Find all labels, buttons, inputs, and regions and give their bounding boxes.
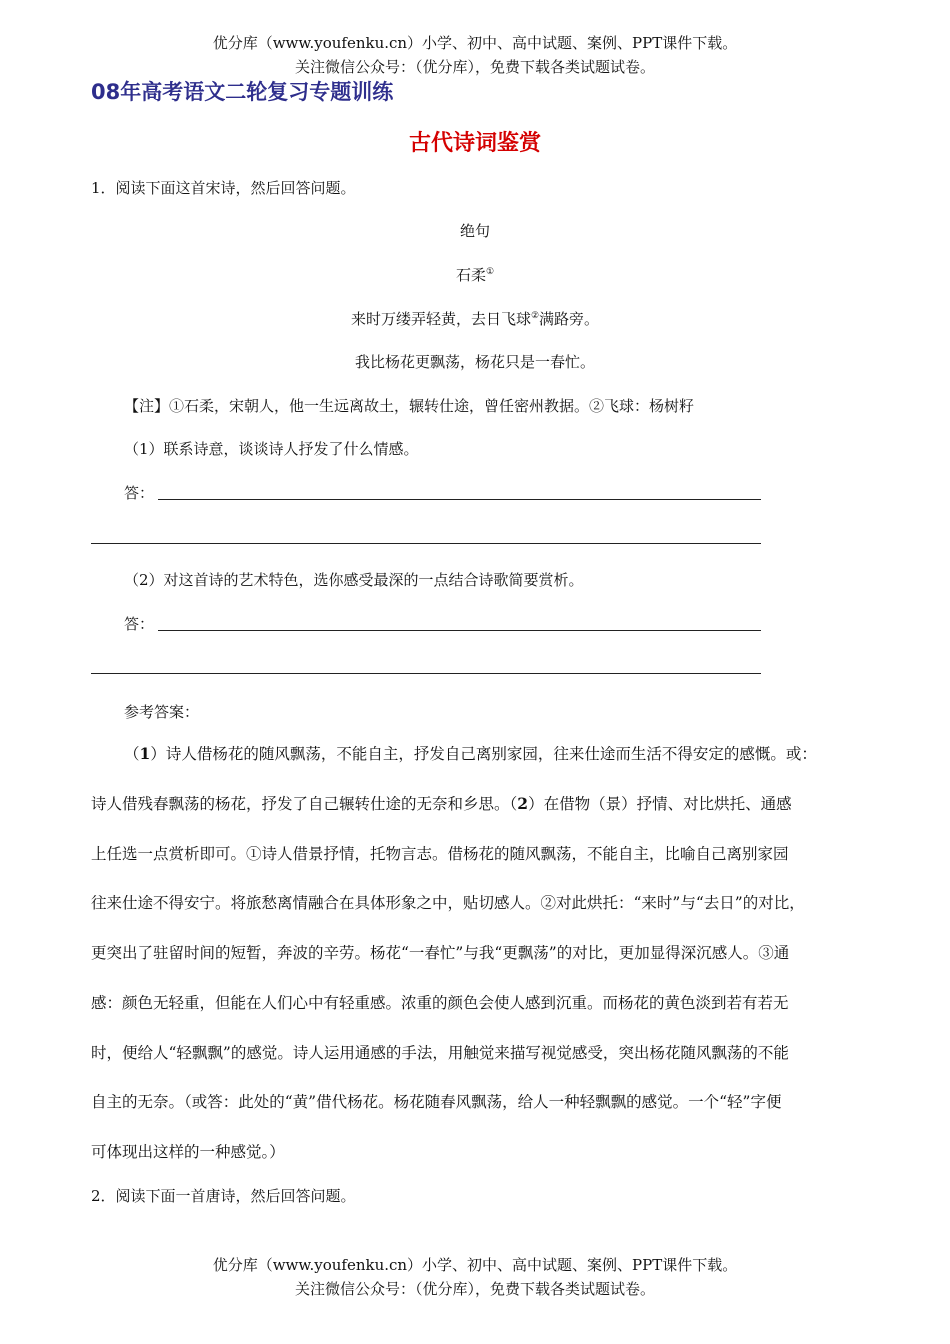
sub-question-2: （2）对这首诗的艺术特色，选你感受最深的一点结合诗歌简要赏析。 — [124, 571, 584, 589]
reference-line-3: 上任选一点赏析即可。①诗人借景抒情，托物言志。借杨花的随风飘荡，不能自主，比喻自己离别家园 — [91, 845, 789, 863]
question-2-prompt: 2．阅读下面一首唐诗，然后回答问题。 — [91, 1187, 356, 1205]
reference-number-2: 2 — [517, 794, 529, 813]
answer-label-1: 答： — [124, 484, 155, 502]
reference-line-8: 自主的无奈。（或答：此处的“黄”借代杨花。杨花随春风飘荡，给人一种轻飘飘的感觉。一个“轻”字便 — [91, 1093, 782, 1111]
footer-line-1: 优分库（www.youfenku.cn）小学、初中、高中试题、案例、PPT课件下载。 — [212, 1256, 738, 1274]
question-1-prompt: 1．阅读下面这首宋诗，然后回答问题。 — [91, 179, 356, 197]
sub-question-1: （1）联系诗意，谈谈诗人抒发了什么情感。 — [124, 440, 419, 458]
reference-line-1: （1）诗人借杨花的随风飘荡，不能自主，抒发自己离别家园，往来仕途而生活不得安定的感慨。或： — [124, 744, 817, 763]
poem-title: 绝句 — [459, 222, 490, 240]
poem-line-1-part-a: 来时万缕弄轻黄，去日飞球 — [350, 310, 531, 328]
poem-line-1-part-b: 满路旁。 — [539, 310, 600, 328]
document-subtitle: 古代诗词鉴赏 — [408, 131, 541, 156]
document-title: 08年高考语文二轮复习专题训练 — [91, 80, 394, 104]
reference-line-2-part-a: 诗人借残春飘荡的杨花，抒发了自己辗转仕途的无奈和乡思。（ — [91, 795, 518, 813]
answer-line-1b — [91, 543, 761, 544]
reference-line-2-part-b: ）在借物（景）抒情、对比烘托、通感 — [528, 795, 792, 813]
reference-line-1-text: ）诗人借杨花的随风飘荡，不能自主，抒发自己离别家园，往来仕途而生活不得安定的感慨。或： — [150, 745, 817, 763]
poem-note: 【注】①石柔，宋朝人，他一生远离故土，辗转仕途，曾任密州教据。②飞球：杨树籽 — [124, 397, 695, 415]
answer-label-2: 答： — [124, 615, 155, 633]
reference-line-2 — [91, 793, 792, 815]
reference-line-7: 时，便给人“轻飘飘”的感觉。诗人运用通感的手法，用触觉来描写视觉感受，突出杨花随风飘荡的不能 — [91, 1044, 789, 1062]
header-line-2: 关注微信公众号：（优分库），免费下载各类试题试卷。 — [294, 58, 655, 76]
poem-line-1 — [0, 308, 950, 330]
footer-line-2: 关注微信公众号：（优分库），免费下载各类试题试卷。 — [294, 1280, 655, 1298]
poem-author-note-mark: ① — [485, 267, 495, 277]
reference-line-9: 可体现出这样的一种感觉。） — [91, 1143, 285, 1161]
header-line-1: 优分库（www.youfenku.cn）小学、初中、高中试题、案例、PPT课件下载。 — [212, 34, 738, 52]
reference-line-5: 更突出了驻留时间的短暂，奔波的辛劳。杨花“一春忙”与我“更飘荡”的对比，更加显得深沉感人。③通 — [91, 944, 790, 962]
reference-line-4: 往来仕途不得安宁。将旅愁离情融合在具体形象之中，贴切感人。②对此烘托：“来时”与“去日”的对比， — [91, 894, 805, 912]
poem-line-1-note-mark: ② — [530, 311, 540, 321]
reference-number-1: 1 — [139, 744, 151, 763]
answer-line-2b — [91, 673, 761, 674]
answer-line-1a — [158, 499, 761, 500]
answer-line-2a — [158, 630, 761, 631]
poem-author-name: 石柔 — [455, 266, 486, 284]
poem-line-2: 我比杨花更飘荡，杨花只是一春忙。 — [354, 353, 595, 371]
reference-line-6: 感：颜色无轻重，但能在人们心中有轻重感。浓重的颜色会使人感到沉重。而杨花的黄色淡到若有若无 — [91, 994, 789, 1012]
poem-author — [0, 264, 950, 286]
reference-label: 参考答案： — [124, 703, 200, 721]
